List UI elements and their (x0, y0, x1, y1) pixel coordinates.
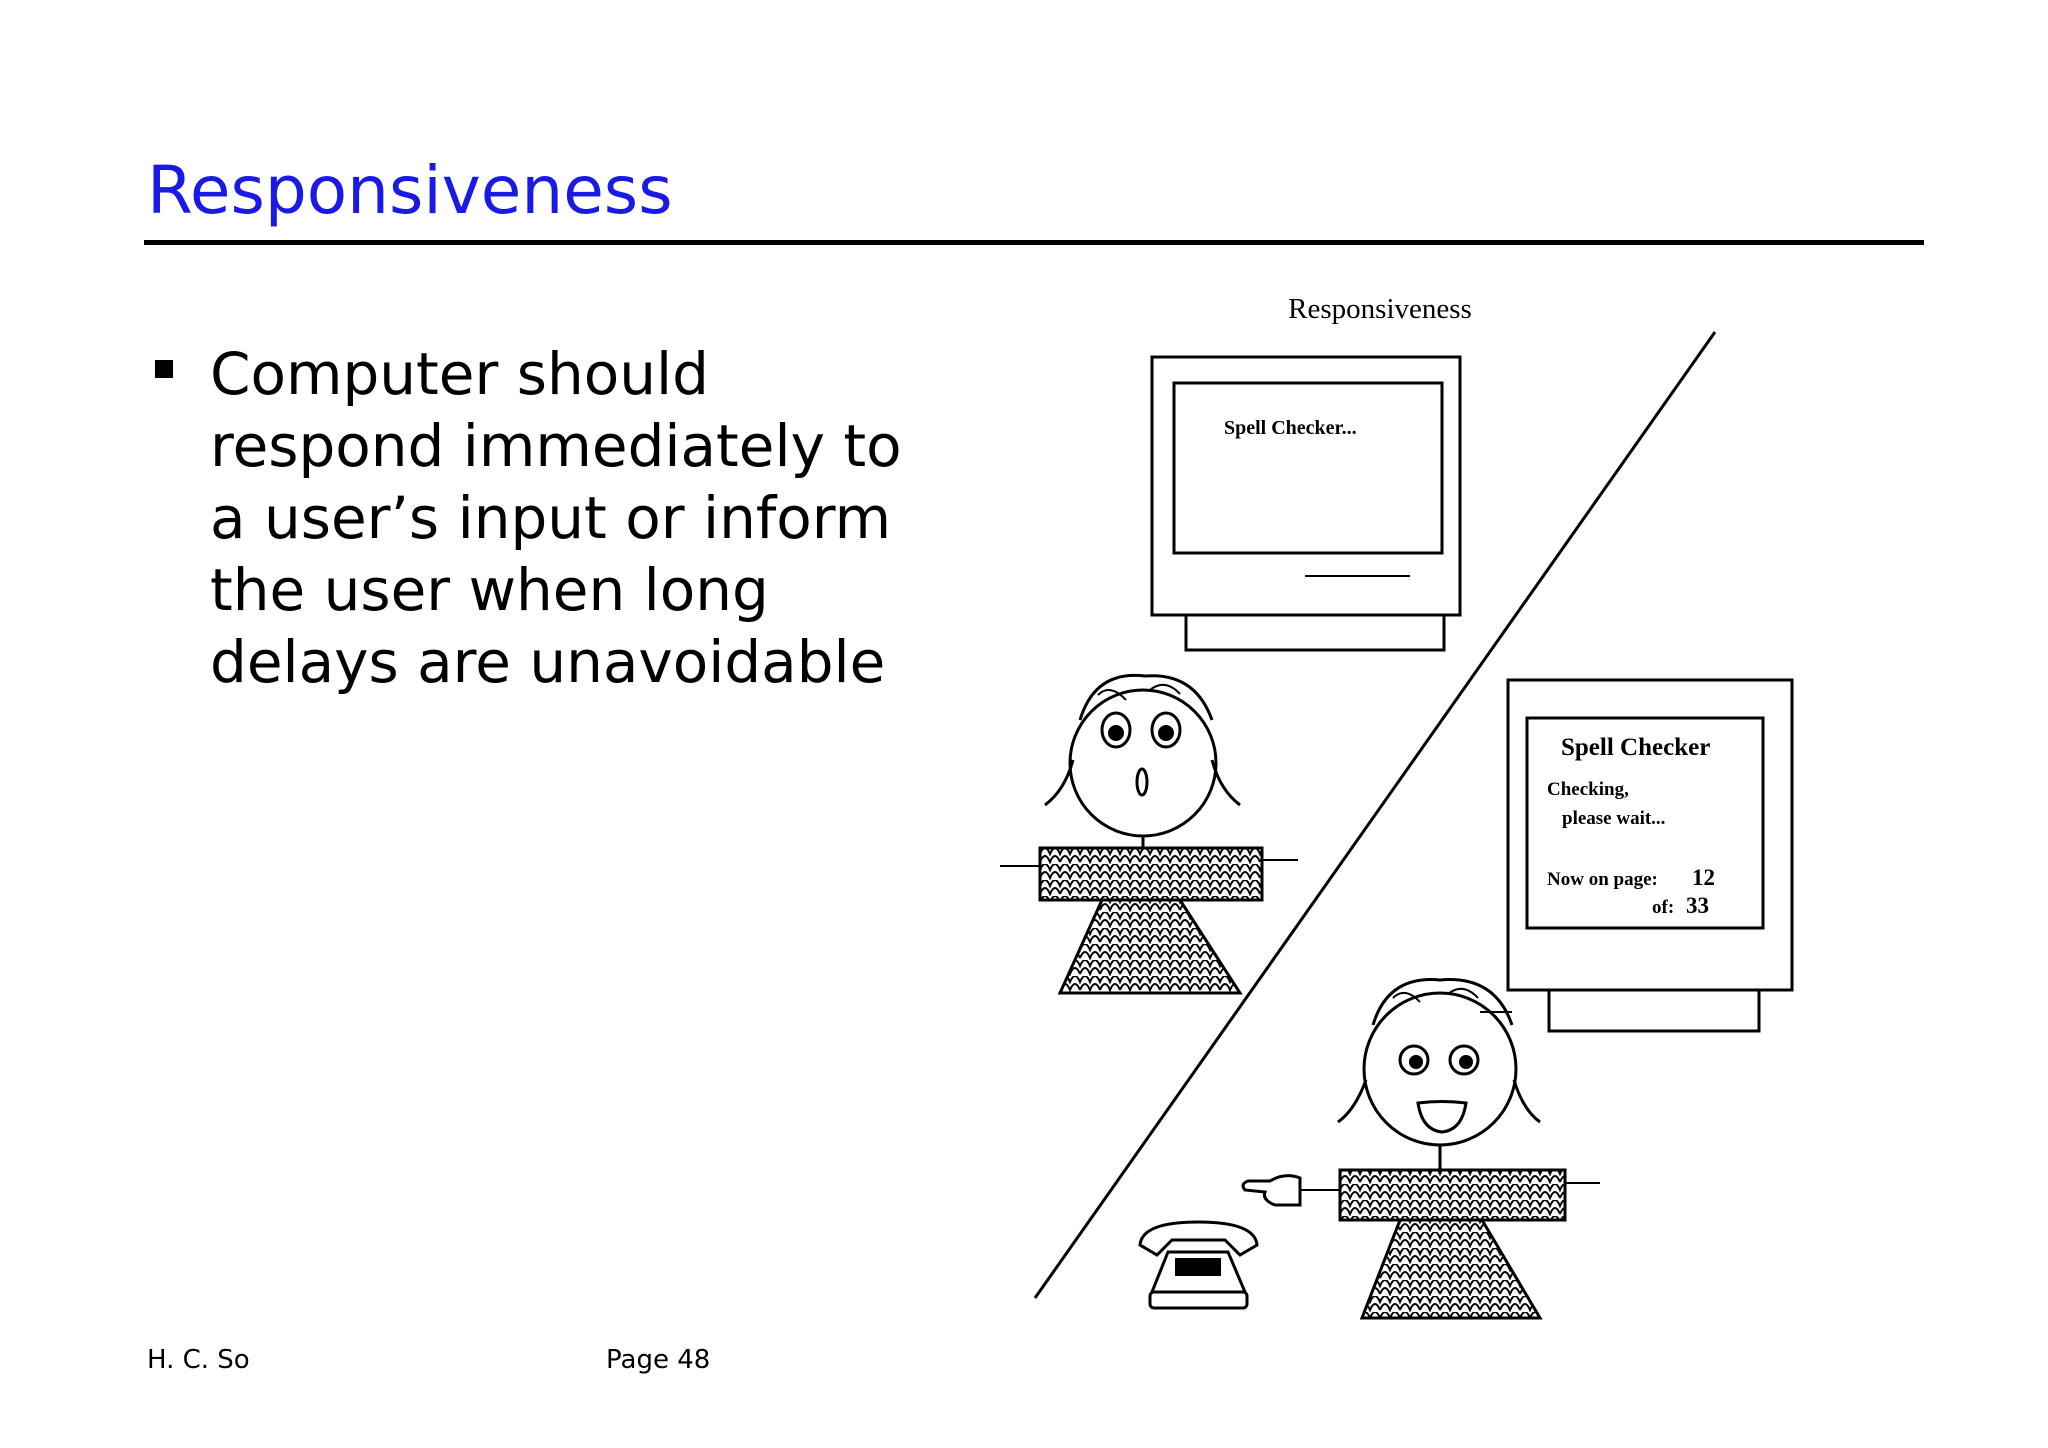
right-screen-line2: please wait... (1562, 808, 1666, 829)
happy-girl (1243, 980, 1600, 1318)
page-label: Now on page: (1547, 869, 1658, 890)
responsiveness-illustration (990, 280, 1820, 1330)
right-screen-line1: Checking, (1547, 779, 1629, 800)
surprised-girl (1000, 675, 1298, 993)
footer-page-number: Page 48 (606, 1345, 711, 1375)
right-monitor (1508, 680, 1792, 1031)
telephone-icon (1140, 1222, 1257, 1308)
left-screen-text: Spell Checker... (1224, 417, 1357, 439)
pointing-hand-icon (1243, 1176, 1300, 1205)
title-divider (144, 240, 1924, 245)
of-value: 33 (1686, 893, 1709, 918)
right-screen-heading: Spell Checker (1561, 734, 1711, 761)
page-value: 12 (1692, 865, 1715, 890)
figure-caption: Responsiveness (1288, 293, 1472, 325)
bullet-list (150, 338, 950, 698)
square-bullet-icon (155, 360, 173, 378)
left-monitor (1152, 357, 1460, 650)
bullet-item (150, 338, 950, 698)
slide-title: Responsiveness (147, 152, 673, 229)
footer-author: H. C. So (147, 1345, 250, 1375)
of-label: of: (1652, 897, 1675, 918)
bullet-text: Computer should respond immediately to a user’s input or inform the user when long delays are unavoidable (210, 340, 902, 696)
